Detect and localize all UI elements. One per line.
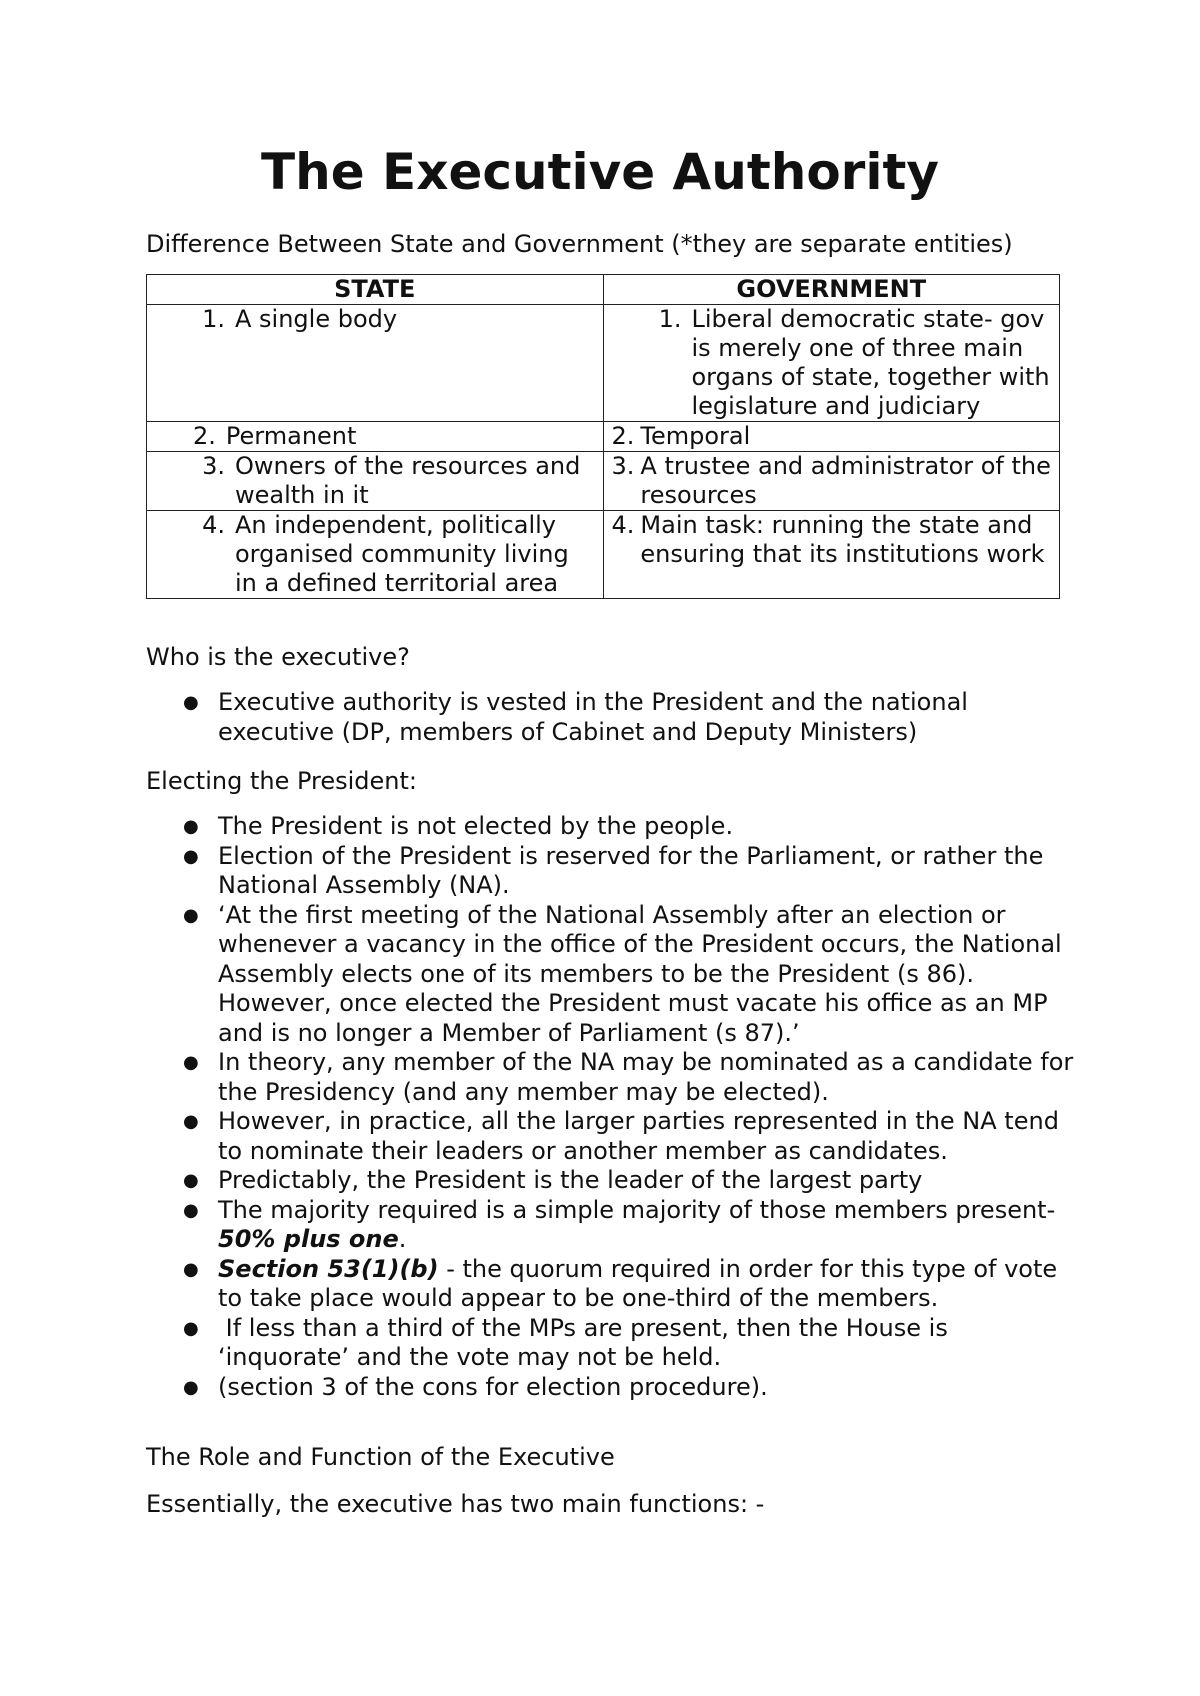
bullet-icon: ● [183,845,199,867]
bullet-icon: ● [183,1199,199,1221]
cell-text: A trustee and administrator of the resources [640,452,1051,509]
list-item: ● In theory, any member of the NA may be nominated as a candidate for the Presidency (and any member may be elected). [183,1048,1074,1106]
who-heading: Who is the executive? [146,643,410,671]
intro-text: Difference Between State and Government (*they are separate entities) [146,230,1013,258]
table-row [147,305,1060,422]
list-number: 1. [202,305,225,333]
list-item: ● Election of the President is reserved for the Parliament, or rather the National Assembly (NA). [183,841,1044,899]
cell-text: A single body [235,305,398,333]
bullet-icon: ● [183,904,199,926]
list-item: ● The President is not elected by the people. [183,812,734,840]
list-item: ● If less than a third of the MPs are present, then the House is ‘inquorate’ and the vote may not be held. [183,1313,956,1371]
header-government: GOVERNMENT [603,275,1060,305]
list-number: 3. [611,452,635,480]
table-cell-state [147,305,604,422]
table-row [147,452,1060,511]
table-cell-government [603,305,1060,422]
list-number: 3. [202,452,225,480]
list-item: ● However, in practice, all the larger parties represented in the NA tend to nominate their leaders or another member as candidates. [183,1107,1059,1165]
bullet-icon: ● [183,1317,199,1339]
table-cell-government [603,452,1060,511]
bullet-icon: ● [183,692,199,713]
bullet-icon: ● [183,1258,199,1280]
bullet-icon: ● [183,816,199,837]
list-number: 2. [193,422,216,450]
page-title: The Executive Authority [261,143,939,201]
section-reference: Section 53(1)(b) [218,1254,439,1283]
list-item: ● The majority required is a simple majority of those members present- 50% plus one. [183,1195,1056,1253]
closing-text: Essentially, the executive has two main functions: - [146,1490,765,1518]
table-header-row [147,275,1060,305]
cell-text: Permanent [225,422,357,450]
bullet-icon: ● [183,1111,199,1132]
table-cell-state [147,452,604,511]
electing-list [146,812,1076,1402]
list-item: ● ‘At the first meeting of the National Assembly after an election or whenever a vacancy in the office of the President occurs, the National Assembly elects one of its members to be the President (s 86). However, once elected the President must vacate his office as an MP and is no longer a Member of Parliament (s 87).’ [183,900,1062,1047]
cell-text: Liberal democratic state- gov is merely one of three main organs of state, together with legislature and judiciary [691,305,1050,420]
cell-text: Owners of the resources and wealth in it [235,452,581,509]
table-cell-government [603,422,1060,452]
list-number: 4. [611,511,635,539]
bullet-icon: ● [183,1376,199,1398]
table-cell-state [147,422,604,452]
header-state: STATE [147,275,604,305]
list-item: ● Predictably, the President is the leader of the largest party [183,1166,923,1194]
list-item: ● Executive authority is vested in the President and the national executive (DP, members of Cabinet and Deputy Ministers) [183,688,968,746]
cell-text: Main task: running the state and ensuring that its institutions work [640,511,1045,568]
cell-text: Temporal [640,422,751,450]
list-number: 2. [611,422,635,450]
table-cell-government [603,511,1060,599]
list-number: 1. [658,305,682,333]
state-government-table [146,274,1060,599]
emphasis-majority: 50% plus one [218,1225,399,1253]
table-row [147,511,1060,599]
table-row [147,422,1060,452]
list-number: 4. [202,511,225,539]
table-cell-state [147,511,604,599]
who-list [146,688,1076,747]
bullet-icon: ● [183,1052,199,1073]
list-item: ● Section 53(1)(b) - the quorum required in order for this type of vote to take place would appear to be one-third of the members. [183,1254,1058,1312]
role-heading: The Role and Function of the Executive [146,1443,615,1471]
electing-heading: Electing the President: [146,767,417,795]
cell-text: An independent, politically organised community living in a defined territorial area [235,511,569,597]
bullet-icon: ● [183,1170,199,1191]
list-item: ● (section 3 of the cons for election procedure). [183,1372,768,1401]
